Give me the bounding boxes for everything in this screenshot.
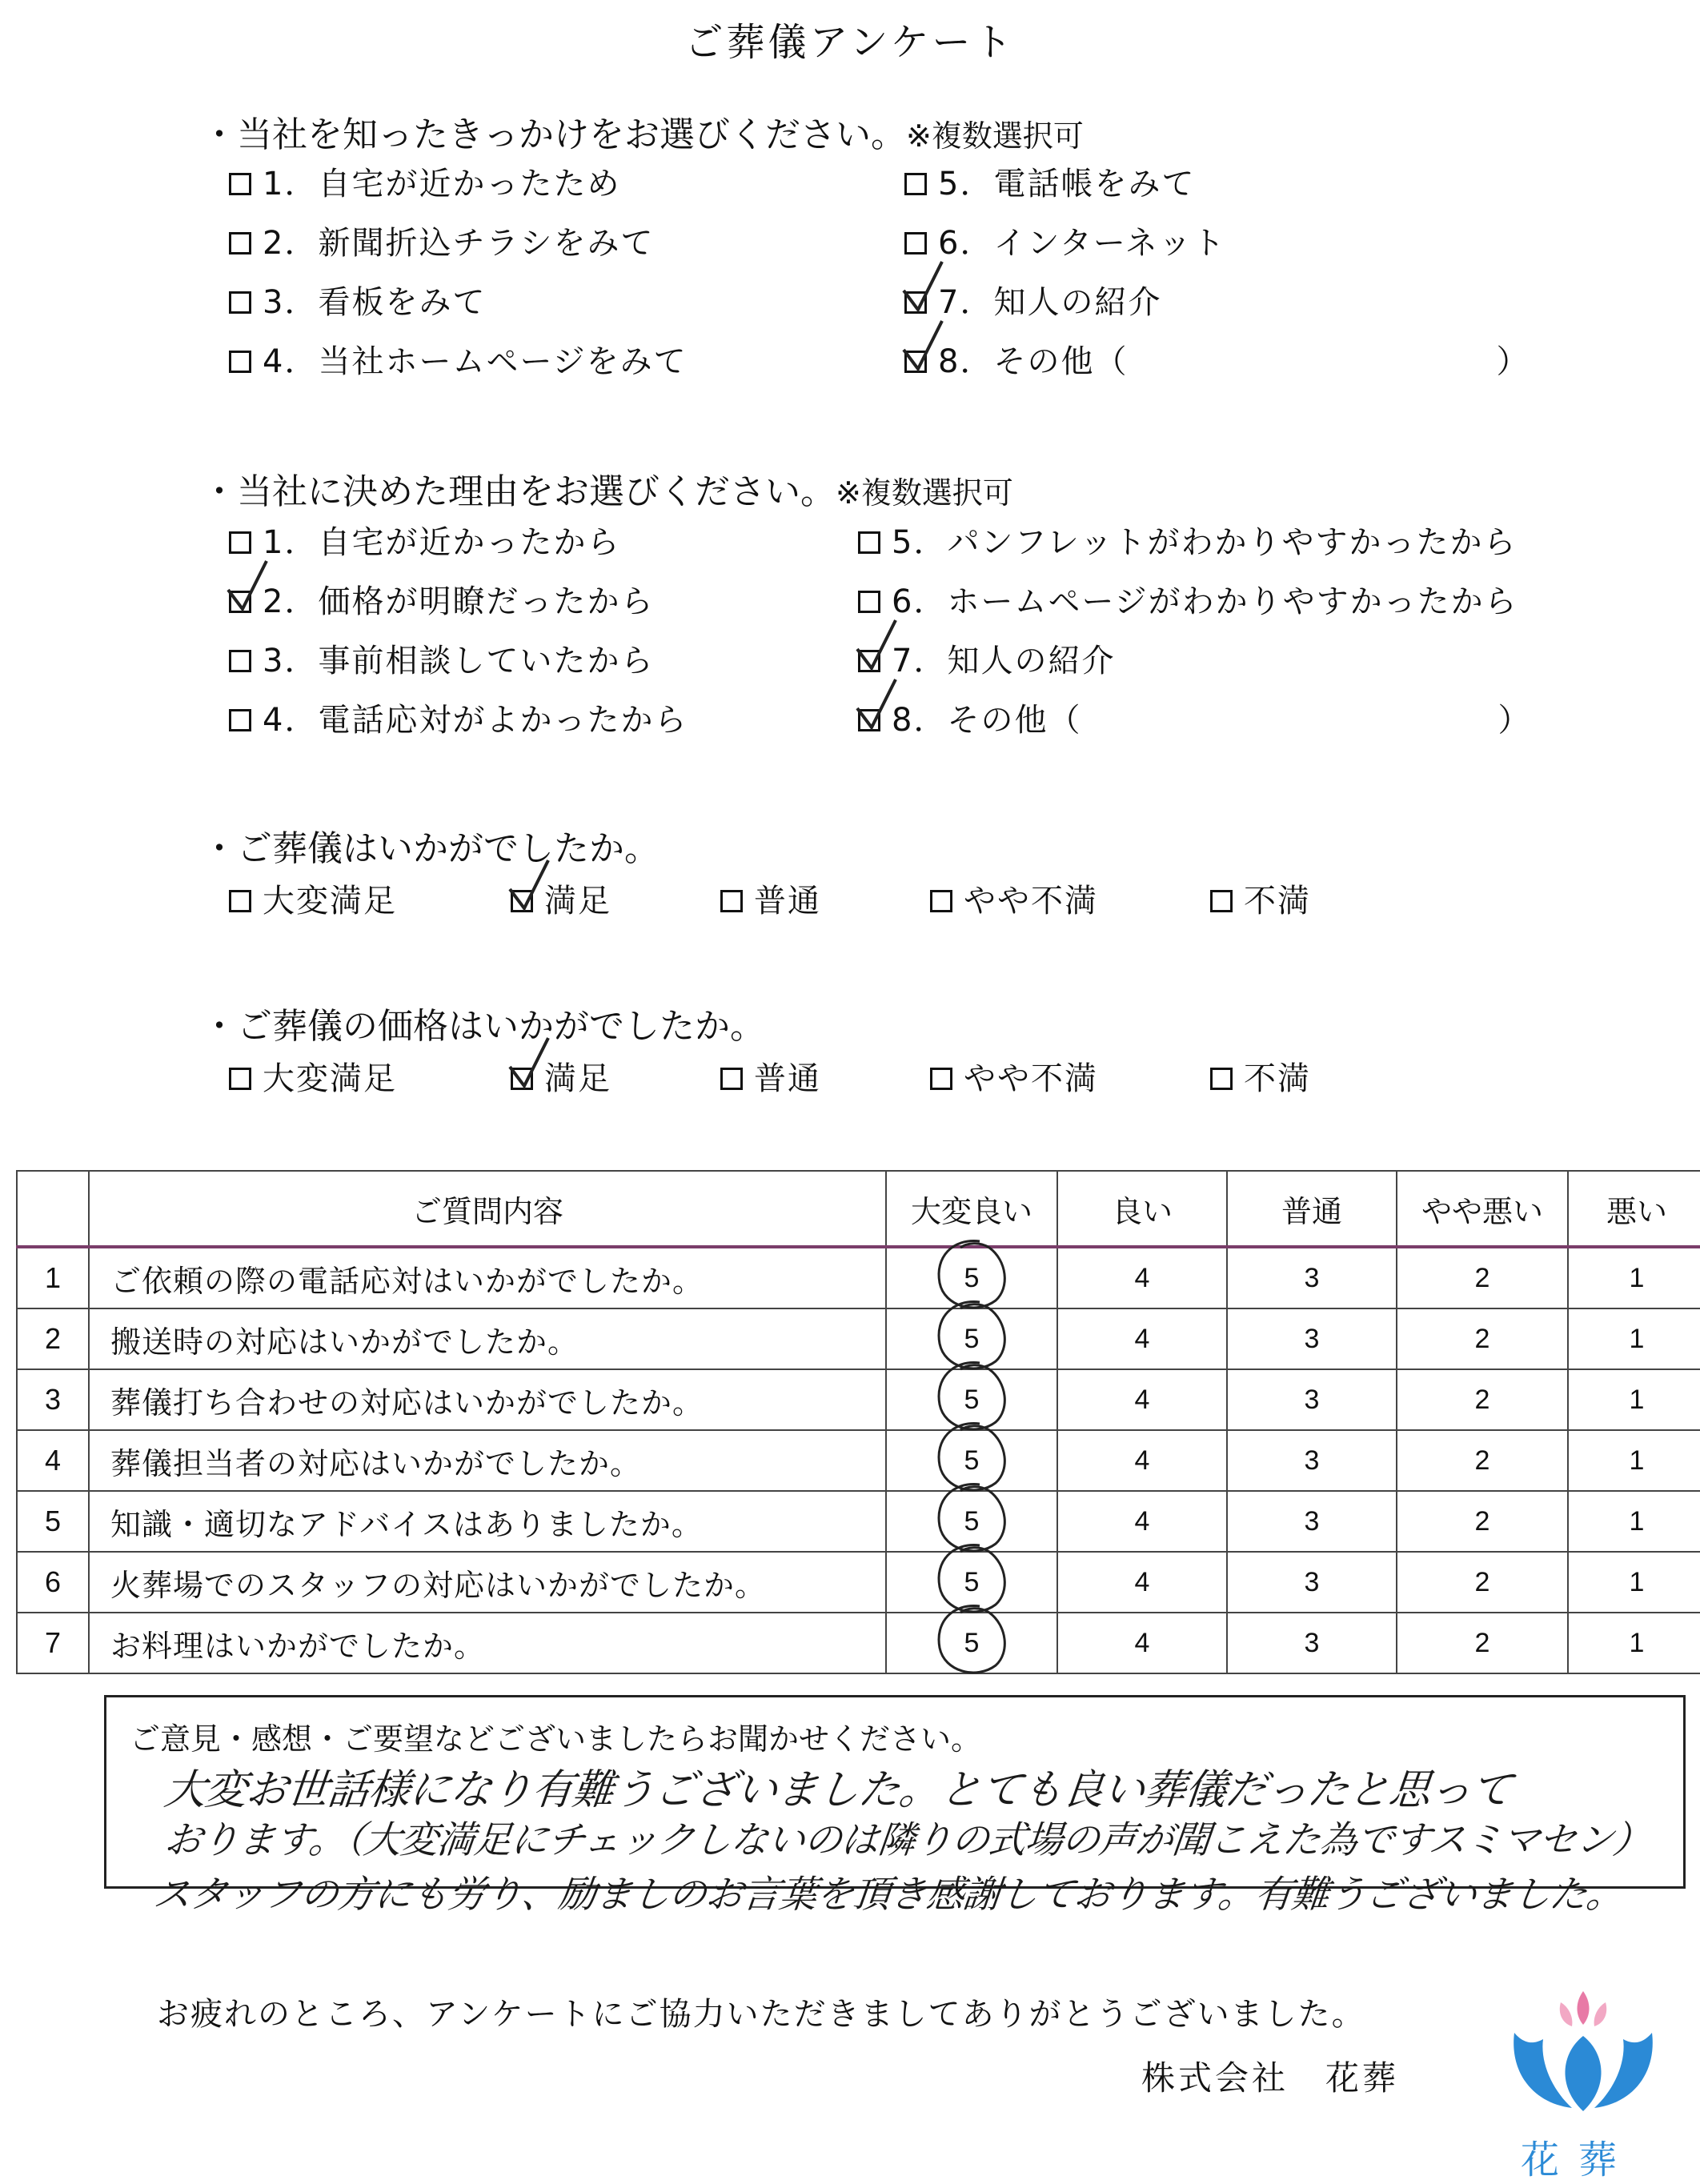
score-value: 3 (1304, 1384, 1320, 1415)
q1-option-8[interactable] (904, 339, 1530, 384)
option-label: 5．パンフレットがわかりやすかったから (892, 524, 1518, 561)
checkbox-checked[interactable] (904, 291, 927, 314)
score-cell-selected[interactable] (886, 1308, 1057, 1369)
option-label: 5．電話帳をみて (938, 166, 1196, 202)
score-cell[interactable] (1397, 1369, 1568, 1430)
option-label: 6．インターネット (938, 225, 1226, 262)
company-name: 株式会社 花葬 (1141, 2058, 1400, 2098)
table-row (17, 1491, 1700, 1552)
score-cell[interactable] (1568, 1308, 1700, 1369)
checkmark-icon (852, 676, 900, 740)
option-label: やや不満 (964, 883, 1098, 920)
q2-options-col1 (229, 520, 688, 743)
score-value: 3 (1304, 1445, 1320, 1476)
score-cell[interactable] (1227, 1613, 1397, 1673)
score-cell[interactable] (1568, 1430, 1700, 1491)
score-value: 1 (1629, 1445, 1645, 1476)
row-question: 火葬場でのスタッフの対応はいかがでしたか。 (89, 1552, 886, 1613)
option-label: やや不満 (964, 1060, 1098, 1097)
q3-option-slightly-dissatisfied[interactable] (930, 879, 1098, 924)
q2-option-4[interactable] (229, 698, 688, 743)
row-number: 5 (17, 1491, 89, 1552)
score-value: 3 (1304, 1505, 1320, 1537)
score-cell-selected[interactable] (886, 1552, 1057, 1613)
table-header-row (17, 1171, 1700, 1247)
score-cell[interactable] (1227, 1552, 1397, 1613)
score-cell[interactable] (1227, 1308, 1397, 1369)
q3-heading: ・ご葬儀はいかがでしたか。 (202, 828, 660, 869)
q1-options-col2 (904, 162, 1530, 384)
row-question: お料理はいかがでしたか。 (89, 1613, 886, 1673)
option-label: 4．電話応対がよかったから (263, 702, 688, 739)
score-value: 2 (1474, 1445, 1490, 1476)
row-number: 2 (17, 1308, 89, 1369)
option-label: 7．知人の紹介 (892, 643, 1116, 679)
score-value: 1 (1629, 1505, 1645, 1537)
score-value: 4 (1134, 1627, 1150, 1658)
checkbox[interactable] (858, 591, 880, 613)
option-label: 3．事前相談していたから (263, 643, 655, 679)
score-cell-selected[interactable] (886, 1491, 1057, 1552)
score-cell[interactable] (1397, 1491, 1568, 1552)
option-label: 普通 (754, 1060, 821, 1097)
checkbox[interactable] (229, 291, 251, 314)
score-cell[interactable] (1568, 1369, 1700, 1430)
table-row (17, 1552, 1700, 1613)
checkbox[interactable] (229, 650, 251, 672)
option-label: 不満 (1244, 883, 1311, 920)
option-label: 7．知人の紹介 (938, 284, 1162, 321)
score-cell[interactable] (1057, 1369, 1227, 1430)
checkbox[interactable] (1210, 890, 1233, 912)
q2-option-6[interactable] (858, 579, 1531, 624)
q2-option-8[interactable] (858, 698, 1531, 743)
q2-option-7[interactable] (858, 639, 1531, 683)
option-label: 大変満足 (263, 883, 397, 920)
comment-heading: ご意見・感想・ご要望などございましたらお聞かせください。 (130, 1721, 982, 1757)
score-cell[interactable] (1397, 1308, 1568, 1369)
table-header-good: 良い (1057, 1171, 1227, 1247)
q1-option-2[interactable] (229, 221, 688, 266)
option-label: 8．その他（ (938, 343, 1129, 380)
checkmark-icon (899, 258, 947, 323)
q4-option-normal[interactable] (720, 1056, 821, 1101)
checkbox-checked[interactable] (511, 1068, 533, 1090)
score-value: 1 (1629, 1566, 1645, 1597)
row-number: 7 (17, 1613, 89, 1673)
score-value: 5 (964, 1566, 980, 1597)
score-value: 4 (1134, 1445, 1150, 1476)
q1-option-6[interactable] (904, 221, 1530, 266)
q1-heading-text: ・当社を知ったきっかけをお選びください。 (202, 114, 906, 155)
checkmark-icon (852, 617, 900, 681)
q3-option-very-satisfied[interactable] (229, 879, 397, 924)
checkmark-icon (505, 857, 553, 921)
score-value: 2 (1474, 1323, 1490, 1354)
q2-heading-text: ・当社に決めた理由をお選びください。 (202, 471, 836, 512)
table-header-fair: やや悪い (1397, 1171, 1568, 1247)
q4-option-dissatisfied[interactable] (1210, 1056, 1311, 1101)
table-row (17, 1613, 1700, 1673)
q1-note: ※複数選択可 (906, 118, 1084, 154)
checkmark-icon (223, 558, 271, 622)
q2-options-col2 (858, 520, 1531, 743)
checkbox[interactable] (229, 531, 251, 554)
q4-option-very-satisfied[interactable] (229, 1056, 397, 1101)
q1-option-5[interactable] (904, 162, 1530, 206)
score-cell[interactable] (1227, 1247, 1397, 1308)
option-label: 4．当社ホームページをみて (263, 343, 688, 380)
score-cell-selected[interactable] (886, 1247, 1057, 1308)
checkmark-icon (899, 318, 947, 382)
score-value: 2 (1474, 1262, 1490, 1293)
q1-option-3[interactable] (229, 280, 688, 325)
row-question: 葬儀担当者の対応はいかがでしたか。 (89, 1430, 886, 1491)
score-cell[interactable] (1568, 1613, 1700, 1673)
score-cell[interactable] (1227, 1369, 1397, 1430)
table-header-question: ご質問内容 (89, 1171, 886, 1247)
option-label: 大変満足 (263, 1060, 397, 1097)
score-cell[interactable] (1568, 1491, 1700, 1552)
table-row (17, 1308, 1700, 1369)
row-question: 知識・適切なアドバイスはありましたか。 (89, 1491, 886, 1552)
table-header-index (17, 1171, 89, 1247)
checkbox[interactable] (720, 1068, 743, 1090)
comment-line-2: おります。（大変満足にチェックしないのは隣りの式場の声が聞こえた為ですスミマセン） (162, 1818, 1652, 1862)
option-label: 不満 (1244, 1060, 1311, 1097)
option-label: 普通 (754, 883, 821, 920)
score-value: 3 (1304, 1566, 1320, 1597)
option-label: 6．ホームページがわかりやすかったから (892, 583, 1518, 620)
score-value: 4 (1134, 1505, 1150, 1537)
score-value: 5 (964, 1323, 980, 1354)
score-cell[interactable] (1057, 1247, 1227, 1308)
q1-option-4[interactable] (229, 339, 688, 384)
option-label: 1．自宅が近かったから (263, 524, 621, 561)
logo-text: 花葬 (1521, 2138, 1637, 2182)
checkbox[interactable] (858, 531, 880, 554)
score-cell[interactable] (1057, 1552, 1227, 1613)
option-label: 1．自宅が近かったため (263, 166, 621, 202)
option-label: 8．その他（ (892, 702, 1082, 739)
q4-heading: ・ご葬儀の価格はいかがでしたか。 (202, 1006, 765, 1047)
checkbox-checked[interactable] (511, 890, 533, 912)
score-cell[interactable] (1397, 1552, 1568, 1613)
q1-option-7[interactable] (904, 280, 1530, 325)
score-value: 2 (1474, 1566, 1490, 1597)
comment-line-1: 大変お世話様になり有難うございました。とても良い葬儀だったと思って (162, 1766, 1514, 1814)
option-paren-close: ） (1498, 702, 1532, 739)
row-number: 1 (17, 1247, 89, 1308)
rating-table (16, 1170, 1700, 1674)
table-header-poor: 悪い (1568, 1171, 1700, 1247)
comment-line-3: スタッフの方にも労り、励ましのお言葉を頂き感謝しております。有難うございました。 (150, 1873, 1626, 1917)
checkbox[interactable] (229, 890, 251, 912)
score-value: 1 (1629, 1262, 1645, 1293)
checkbox[interactable] (904, 232, 927, 254)
checkmark-icon (505, 1035, 553, 1099)
checkbox[interactable] (1210, 1068, 1233, 1090)
q3-option-dissatisfied[interactable] (1210, 879, 1311, 924)
q1-option-1[interactable] (229, 162, 688, 206)
score-cell[interactable] (1568, 1552, 1700, 1613)
score-cell[interactable] (1057, 1430, 1227, 1491)
score-value: 3 (1304, 1323, 1320, 1354)
checkbox-checked[interactable] (858, 650, 880, 672)
score-cell[interactable] (1227, 1430, 1397, 1491)
checkbox[interactable] (229, 173, 251, 195)
q2-option-3[interactable] (229, 639, 688, 683)
q2-option-2[interactable] (229, 579, 688, 624)
score-cell[interactable] (1397, 1247, 1568, 1308)
option-label: 3．看板をみて (263, 284, 487, 321)
checkbox[interactable] (904, 173, 927, 195)
option-label: 満足 (544, 1060, 611, 1097)
score-value: 1 (1629, 1323, 1645, 1354)
q4-option-satisfied[interactable] (511, 1056, 611, 1101)
q3-option-normal[interactable] (720, 879, 821, 924)
checkbox-checked[interactable] (858, 709, 880, 731)
score-cell-selected[interactable] (886, 1369, 1057, 1430)
row-question: 搬送時の対応はいかがでしたか。 (89, 1308, 886, 1369)
score-value: 1 (1629, 1384, 1645, 1415)
q2-option-5[interactable] (858, 520, 1531, 565)
checkbox-checked[interactable] (904, 351, 927, 373)
score-value: 2 (1474, 1627, 1490, 1658)
q2-heading (202, 463, 1013, 514)
score-cell[interactable] (1057, 1613, 1227, 1673)
checkbox[interactable] (229, 351, 251, 373)
score-cell[interactable] (1397, 1613, 1568, 1673)
score-cell[interactable] (1568, 1247, 1700, 1308)
row-question: 葬儀打ち合わせの対応はいかがでしたか。 (89, 1369, 886, 1430)
checkbox-checked[interactable] (229, 591, 251, 613)
checkbox[interactable] (229, 1068, 251, 1090)
score-value: 5 (964, 1262, 980, 1293)
page-title: ご葬儀アンケート (684, 20, 1016, 65)
q2-option-1[interactable] (229, 520, 688, 565)
option-paren-close: ） (1496, 343, 1530, 380)
q3-option-satisfied[interactable] (511, 879, 611, 924)
checkbox[interactable] (720, 890, 743, 912)
score-value: 4 (1134, 1262, 1150, 1293)
score-cell[interactable] (1057, 1308, 1227, 1369)
score-cell-selected[interactable] (886, 1430, 1057, 1491)
q2-note: ※複数選択可 (836, 475, 1013, 511)
checkbox[interactable] (930, 890, 952, 912)
row-number: 4 (17, 1430, 89, 1491)
score-cell[interactable] (1397, 1430, 1568, 1491)
score-cell-selected[interactable] (886, 1613, 1057, 1673)
score-value: 4 (1134, 1566, 1150, 1597)
q1-options-col1 (229, 162, 688, 384)
score-value: 4 (1134, 1323, 1150, 1354)
row-question: ご依頼の際の電話応対はいかがでしたか。 (89, 1247, 886, 1308)
q1-heading (202, 106, 1084, 157)
score-value: 5 (964, 1445, 980, 1476)
score-value: 2 (1474, 1384, 1490, 1415)
score-cell[interactable] (1057, 1491, 1227, 1552)
checkbox[interactable] (229, 232, 251, 254)
score-value: 5 (964, 1384, 980, 1415)
checkbox[interactable] (229, 709, 251, 731)
score-value: 5 (964, 1627, 980, 1658)
option-label: 2．新聞折込チラシをみて (263, 225, 655, 262)
score-cell[interactable] (1227, 1491, 1397, 1552)
table-row (17, 1369, 1700, 1430)
q4-option-slightly-dissatisfied[interactable] (930, 1056, 1098, 1101)
table-header-average: 普通 (1227, 1171, 1397, 1247)
score-value: 5 (964, 1505, 980, 1537)
table-row (17, 1430, 1700, 1491)
score-value: 2 (1474, 1505, 1490, 1537)
thanks-message: お疲れのところ、アンケートにご協力いただきましてありがとうございました。 (157, 1996, 1365, 2033)
table-header-excellent: 大変良い (886, 1171, 1057, 1247)
row-number: 6 (17, 1552, 89, 1613)
row-number: 3 (17, 1369, 89, 1430)
option-label: 2．価格が明瞭だったから (263, 583, 655, 620)
score-value: 1 (1629, 1627, 1645, 1658)
score-value: 3 (1304, 1627, 1320, 1658)
score-value: 4 (1134, 1384, 1150, 1415)
table-row (17, 1247, 1700, 1308)
score-value: 3 (1304, 1262, 1320, 1293)
checkbox[interactable] (930, 1068, 952, 1090)
option-label: 満足 (544, 883, 611, 920)
